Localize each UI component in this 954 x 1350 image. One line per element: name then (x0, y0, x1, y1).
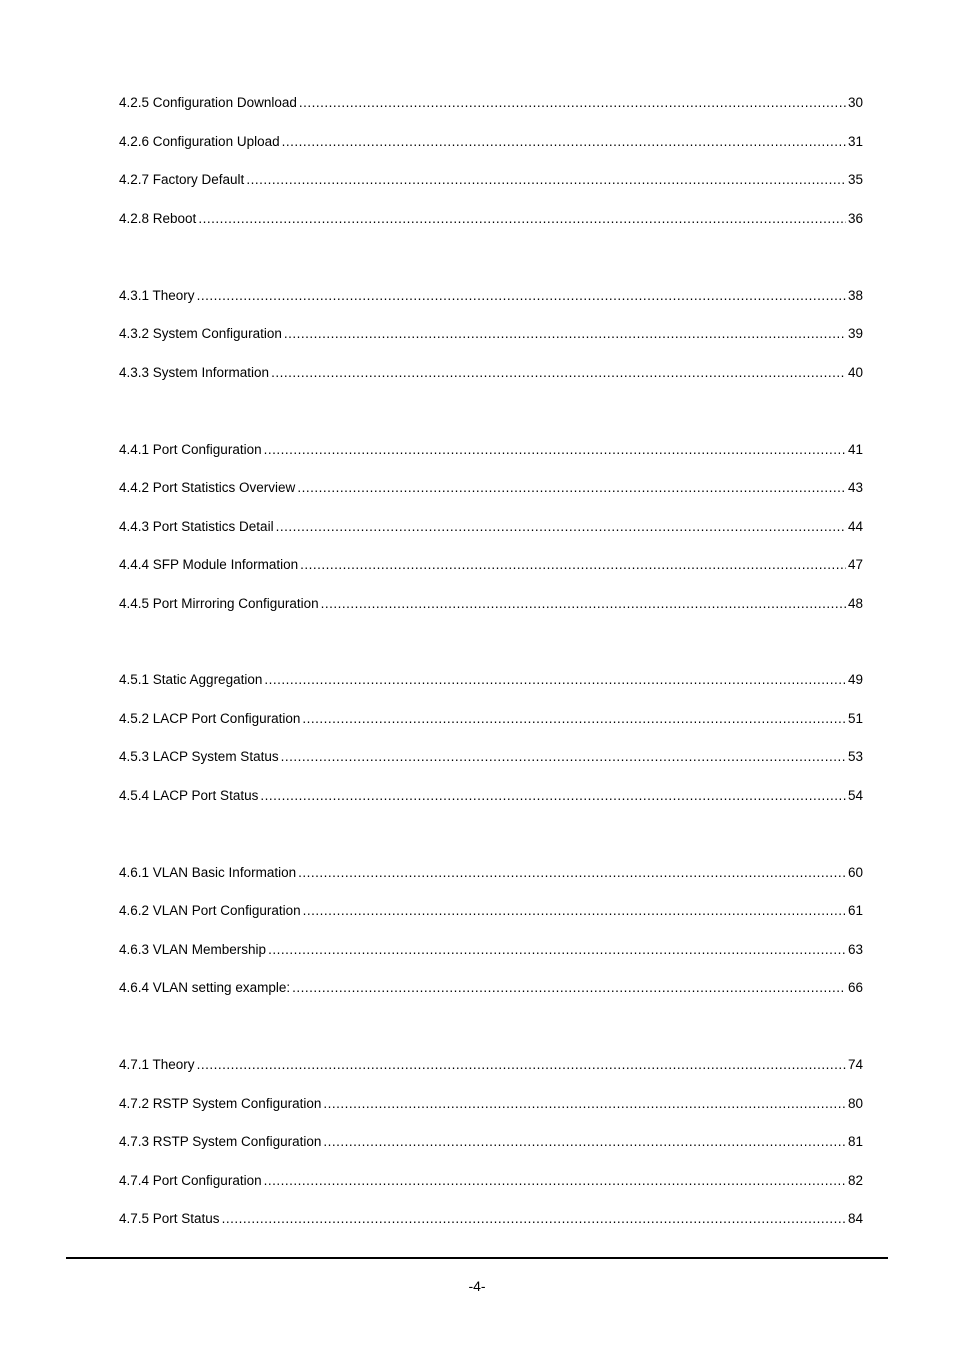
toc-entry[interactable] (119, 1055, 863, 1075)
toc-entry-title: 4.4.5 Port Mirroring Configuration (119, 596, 319, 611)
dot-leader (323, 1094, 846, 1114)
toc-entry[interactable] (119, 286, 863, 306)
toc-entry-title: 4.6.1 VLAN Basic Information (119, 865, 297, 880)
toc-entry-title: 4.3.1 Theory (119, 288, 195, 303)
toc-entry-page: 43 (847, 480, 863, 495)
toc-entry-title: 4.7.1 Theory (119, 1057, 195, 1072)
toc-entry-page: 81 (847, 1134, 863, 1149)
toc-entry[interactable] (119, 440, 863, 460)
dot-leader (299, 93, 846, 113)
dot-leader (281, 747, 846, 767)
toc-entry-page: 66 (847, 980, 863, 995)
toc-entry-title: 4.3.3 System Information (119, 365, 270, 380)
dot-leader (303, 901, 846, 921)
toc-entry-page: 41 (847, 442, 863, 457)
dot-leader (271, 363, 846, 383)
toc-entry-title: 4.5.4 LACP Port Status (119, 788, 259, 803)
toc-entry[interactable] (119, 670, 863, 690)
toc-entry[interactable] (119, 93, 863, 113)
dot-leader (246, 170, 846, 190)
dot-leader (260, 786, 846, 806)
toc-entry-page: 31 (847, 134, 863, 149)
toc-entry[interactable] (119, 940, 863, 960)
toc-entry[interactable] (119, 517, 863, 537)
dot-leader (302, 709, 846, 729)
dot-leader (264, 1171, 846, 1191)
toc-entry-page: 84 (847, 1211, 863, 1226)
toc-entry-title: 4.7.4 Port Configuration (119, 1173, 262, 1188)
toc-entry[interactable] (119, 209, 863, 229)
toc-entry-title: 4.2.7 Factory Default (119, 172, 245, 187)
dot-leader (282, 132, 846, 152)
toc-entry-page: 82 (847, 1173, 863, 1188)
dot-leader (323, 1132, 846, 1152)
toc-entry-page: 53 (847, 749, 863, 764)
toc-entry-title: 4.3.2 System Configuration (119, 326, 282, 341)
toc-entry-page: 47 (847, 557, 863, 572)
toc-entry-title: 4.2.8 Reboot (119, 211, 197, 226)
toc-entry[interactable] (119, 978, 863, 998)
toc-entry-title: 4.7.2 RSTP System Configuration (119, 1096, 322, 1111)
toc-entry-title: 4.4.2 Port Statistics Overview (119, 480, 296, 495)
toc-entry-title: 4.6.2 VLAN Port Configuration (119, 903, 301, 918)
dot-leader (298, 863, 846, 883)
dot-leader (222, 1209, 846, 1229)
toc-entry-page: 61 (847, 903, 863, 918)
toc-entry[interactable] (119, 132, 863, 152)
toc-entry-page: 74 (847, 1057, 863, 1072)
toc-entry-page: 54 (847, 788, 863, 803)
toc-entry[interactable] (119, 594, 863, 614)
toc-entry-page: 49 (847, 672, 863, 687)
toc-entry-title: 4.2.6 Configuration Upload (119, 134, 280, 149)
toc-entry-title: 4.4.1 Port Configuration (119, 442, 262, 457)
toc-entry-title: 4.7.3 RSTP System Configuration (119, 1134, 322, 1149)
dot-leader (276, 517, 846, 537)
toc-entry-page: 80 (847, 1096, 863, 1111)
toc-entry-page: 51 (847, 711, 863, 726)
toc-entry-title: 4.5.3 LACP System Status (119, 749, 279, 764)
toc-entry[interactable] (119, 863, 863, 883)
dot-leader (321, 594, 846, 614)
toc-entry-title: 4.7.5 Port Status (119, 1211, 220, 1226)
dot-leader (197, 286, 846, 306)
toc-entry[interactable] (119, 1171, 863, 1191)
toc-entry-page: 60 (847, 865, 863, 880)
toc-entry-page: 63 (847, 942, 863, 957)
toc-entry[interactable] (119, 324, 863, 344)
toc-entry-title: 4.6.3 VLAN Membership (119, 942, 267, 957)
toc-entry-title: 4.5.1 Static Aggregation (119, 672, 263, 687)
toc-entry-page: 44 (847, 519, 863, 534)
dot-leader (264, 670, 846, 690)
toc-entry-title: 4.2.5 Configuration Download (119, 95, 297, 110)
footer-divider (66, 1257, 888, 1259)
toc-entry-page: 38 (847, 288, 863, 303)
toc-entry[interactable] (119, 747, 863, 767)
toc-entry[interactable] (119, 170, 863, 190)
toc-entry-page: 48 (847, 596, 863, 611)
dot-leader (292, 978, 846, 998)
toc-entry-title: 4.4.4 SFP Module Information (119, 557, 299, 572)
page-number: -4- (468, 1278, 486, 1294)
toc-entry-title: 4.4.3 Port Statistics Detail (119, 519, 274, 534)
toc-entry[interactable] (119, 1209, 863, 1229)
toc-entry-page: 35 (847, 172, 863, 187)
toc-entry-title: 4.5.2 LACP Port Configuration (119, 711, 301, 726)
dot-leader (300, 555, 846, 575)
toc-entry-page: 40 (847, 365, 863, 380)
dot-leader (197, 1055, 846, 1075)
toc-entry[interactable] (119, 901, 863, 921)
toc-entry[interactable] (119, 555, 863, 575)
toc-entry-title: 4.6.4 VLAN setting example: (119, 980, 291, 995)
toc-entry[interactable] (119, 1132, 863, 1152)
dot-leader (284, 324, 846, 344)
toc-entry[interactable] (119, 786, 863, 806)
toc-entry[interactable] (119, 363, 863, 383)
toc-entry[interactable] (119, 1094, 863, 1114)
toc-entry-page: 36 (847, 211, 863, 226)
toc-entry-page: 39 (847, 326, 863, 341)
dot-leader (268, 940, 846, 960)
dot-leader (264, 440, 846, 460)
dot-leader (198, 209, 846, 229)
toc-entry-page: 30 (847, 95, 863, 110)
dot-leader (297, 478, 846, 498)
toc-entry[interactable] (119, 478, 863, 498)
toc-entry[interactable] (119, 709, 863, 729)
